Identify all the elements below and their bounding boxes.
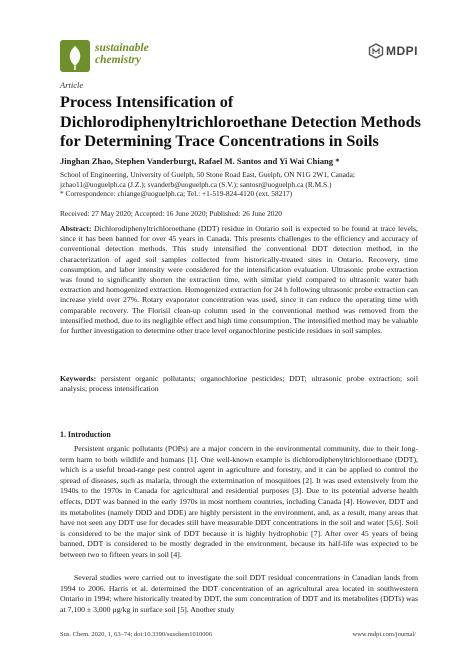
publication-dates: Received: 27 May 2020; Accepted: 16 June 2020; Published: 26 June 2020 (60, 209, 282, 218)
citation-footer: Sus. Chem. 2020, 1, 63–74; doi:10.3390/suschem1010006 (60, 631, 213, 638)
correspondence-line[interactable]: * Correspondence: chiange@uoguelph.ca; Tel.: +1-519-824-4120 (ext. 58217) (60, 189, 293, 199)
affiliation-line: School of Engineering, University of Guelph, 50 Stone Road East, Guelph, ON N1G 2W1, Canada; (60, 170, 355, 179)
paragraph-text: Persistent organic pollutants (POPs) are a major concern in the environmental community, due to their long-term harm to both wildlife and humans [1]. One well-known example is dichlorodiphenyltrichloroethane (DDT), which is a useful broad-range pest control agent in agriculture and forestry, and it can be applied to control the spread of diseases, such as malaria, through the extermination of mosquitoes [2]. It was used extensively from the 1940s to the 1970s in Canada for agricultural and residential purposes [3]. Due to its potential adverse health effects, DDT was banned in the early 1970s in most northern countries, including Canada [4]. However, DDT and its metabolites (namely DDD and DDE) are highly persistent in the environment, and, as a result, many areas that have not seen any DDT use for decades still have measurable DDT concentrations in the soil and water [5,6]. Soil is considered to be the major sink of DDT because it is highly hydrophobic [7]. After over 45 years of being banned, DDT is considered to be mostly degraded in the environment, because its half-life was expected to be between two to fifteen years in soil [4]. (60, 444, 418, 559)
abstract (60, 224, 418, 336)
journal-name-line1: sustainable (95, 42, 149, 54)
journal-url-footer[interactable]: www.mdpi.com/journal/ (352, 631, 416, 638)
body-paragraph (60, 573, 418, 615)
article-type: Article (60, 80, 84, 90)
mdpi-logo[interactable] (368, 43, 418, 61)
body-paragraph (60, 444, 418, 561)
keywords-text: persistent organic pollutants; organochlorine pesticides; DDT; ultrasonic probe extraction; soil analysis; process intensification (60, 374, 418, 394)
mdpi-hexagon-icon (368, 43, 384, 59)
keywords-label: Keywords: (60, 374, 97, 383)
section-heading: 1. Introduction (60, 430, 111, 439)
journal-logo[interactable] (60, 40, 180, 80)
journal-name-line2: chemistry (95, 54, 141, 66)
affiliation-block (60, 170, 440, 199)
article-title: Process Intensification of Dichlorodiphenyltrichloroethane Detection Methods for Determining Trace Concentrations in Soils (60, 93, 421, 150)
abstract-text: Dichlorodiphenyltrichloroethane (DDT) residue in Ontario soil is expected to be found at trace levels, since it has been banned for over 45 years in Canada. This presents challenges to the efficiency and accuracy of conventional detection methods. This study intensified the conventional DDT detection method, in the characterization of aged soil samples collected from historically-treated sites in Ontario. Recovery, time consumption, and labor intensity were considered for the intensification evaluation. Ultrasonic probe extraction was found to significantly shorten the extraction time, with similar yield compared to ultrasonic water bath extraction and homogenized extraction. Homogenized extraction for 24 h following ultrasonic probe extraction can increase yield over 27%. Rotary evaporator concentration was used, since it can reduce the operating time with comparable recovery. The Florisil clean-up column used in the conventional method was removed from the intensified method, due to its negligible effect and high time consumption. The intensified method may be valuable for further investigation to determine other trace level organochlorine pesticide residues in soil samples. (60, 224, 418, 336)
author-list: Jinghan Zhao, Stephen Vanderburgt, Rafael M. Santos and Yi Wai Chiang * (60, 156, 340, 166)
publisher-name: MDPI (386, 44, 418, 58)
journal-name (95, 42, 149, 66)
keywords (60, 374, 418, 394)
leaf-icon (60, 40, 90, 72)
abstract-label: Abstract: (60, 224, 92, 233)
paragraph-text: Several studies were carried out to investigate the soil DDT residual concentrations in Canadian lands from 1994 to 2006. Harris et al. determined the DDT concentration of an agricultural area located in southwestern Ontario in 1994; where historically treated by DDT, the sum concentration of DDT and its metabolites (DDTs) was at 7,100 ± 3,000 μg/kg in surface soil [5]. Another study (60, 573, 418, 614)
email-line[interactable]: jzhao11@uoguelph.ca (J.Z.); svanderb@uoguelph.ca (S.V.); santosr@uoguelph.ca (R.M.S.) (60, 179, 332, 189)
